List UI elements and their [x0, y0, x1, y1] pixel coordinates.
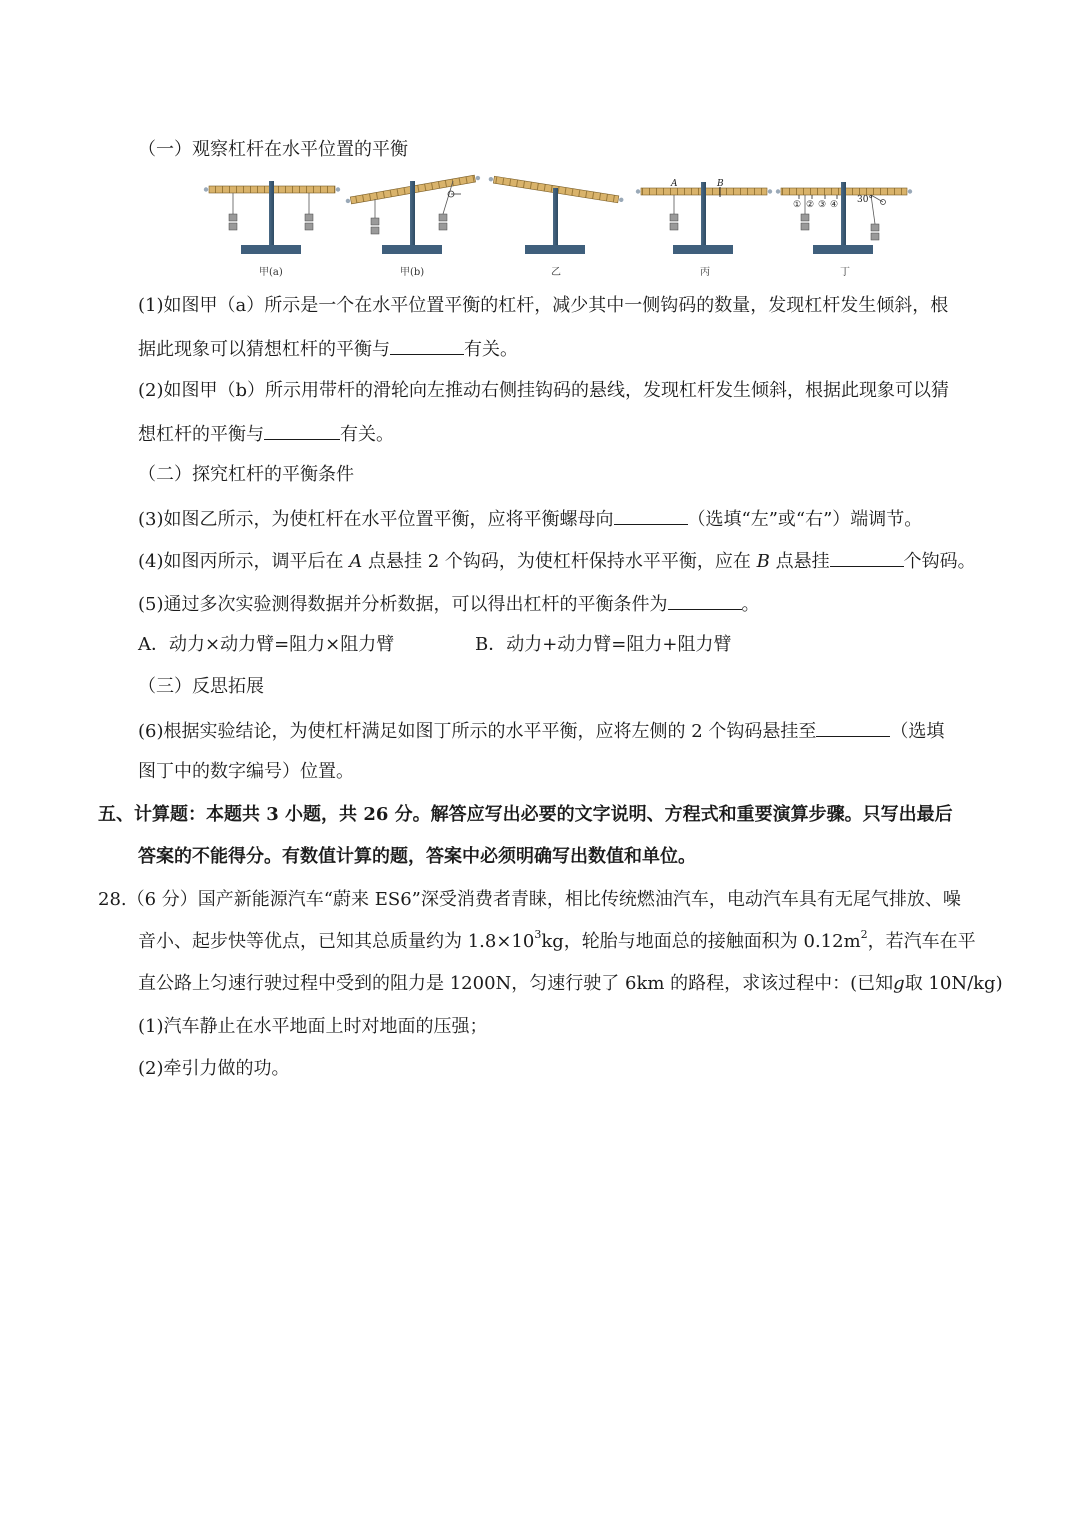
q1-line2-pre: 据此现象可以猜想杠杆的平衡与 — [138, 339, 390, 360]
q5-pre: (5)通过多次实验测得数据并分析数据，可以得出杠杆的平衡条件为 — [138, 594, 668, 615]
position-2: ② — [806, 200, 815, 210]
q1-line2-post: 有关。 — [464, 339, 518, 360]
q28-sub1: (1)汽车静止在水平地面上时对地面的压强； — [138, 1016, 488, 1037]
q5-post: 。 — [741, 594, 760, 615]
position-4: ④ — [830, 200, 839, 210]
q3-post: （选填“左”或“右”）端调节。 — [687, 509, 923, 530]
q28-sub2: (2)牵引力做的功。 — [138, 1058, 290, 1079]
q3-line — [138, 506, 922, 532]
figure-jia-b — [345, 174, 481, 278]
option-a[interactable]: A．动力×动力臂=阻力×阻力臂 — [138, 634, 395, 655]
q28-line2 — [138, 930, 976, 954]
q4-post: 个钩码。 — [903, 551, 976, 572]
q6-line1-post: （选填 — [890, 721, 945, 742]
q4-mid2: 点悬挂 — [775, 551, 830, 572]
figure-ding — [776, 182, 912, 278]
q2-line2 — [138, 421, 394, 447]
position-1: ① — [793, 200, 802, 210]
q4-pre: (4)如图丙所示，调平后在 — [138, 551, 344, 572]
q6-blank[interactable] — [816, 718, 890, 737]
q28-mass-exponent: 3 — [534, 928, 542, 941]
q4-blank[interactable] — [830, 548, 904, 567]
lever-figures — [195, 168, 925, 283]
q2-blank[interactable] — [264, 421, 340, 440]
caption-ding: 丁 — [840, 267, 850, 278]
q28-line1: 28.（6 分）国产新能源汽车“蔚来 ES6”深受消费者青睐，相比传统燃油汽车，电动汽车具有无尾气排放、噪 — [98, 889, 961, 910]
q4-mid: 点悬挂 2 个钩码，为使杠杆保持水平平衡，应在 — [367, 551, 751, 572]
q4-point-a: A — [349, 551, 363, 572]
caption-bing: 丙 — [700, 267, 710, 278]
q4-point-b: B — [756, 551, 770, 572]
q28-line3-pre: 直公路上匀速行驶过程中受到的阻力是 1200N，匀速行驶了 6km 的路程，求该过程中：(已知 — [138, 973, 894, 994]
label-point-b: B — [717, 179, 724, 189]
q2-line2-post: 有关。 — [340, 424, 394, 445]
q28-g-symbol: g — [893, 973, 905, 994]
q28-area-exponent: 2 — [860, 928, 868, 941]
q5-blank[interactable] — [668, 591, 742, 610]
caption-yi: 乙 — [551, 267, 561, 278]
caption-jia-a: 甲(a) — [259, 267, 283, 278]
q2-line2-pre: 想杠杆的平衡与 — [138, 424, 264, 445]
figure-jia-a — [204, 181, 340, 278]
section1-title: （一）观察杠杆在水平位置的平衡 — [138, 139, 408, 160]
q2-line1: (2)如图甲（b）所示用带杆的滑轮向左推动右侧挂钩码的悬线，发现杠杆发生倾斜，根据此现象可以猜 — [138, 380, 950, 401]
option-b[interactable]: B．动力+动力臂=阻力+阻力臂 — [475, 634, 732, 655]
part5-instructions-line1: 五、计算题：本题共 3 小题，共 26 分。解答应写出必要的文字说明、方程式和重要演算步骤。只写出最后 — [98, 804, 953, 825]
section2-title: （二）探究杠杆的平衡条件 — [138, 464, 354, 485]
q6-line1 — [138, 718, 944, 744]
q28-line3 — [138, 972, 1003, 996]
label-angle: 30° — [857, 195, 873, 205]
q4-line — [138, 548, 976, 574]
figure-yi — [488, 175, 624, 278]
q6-line1-pre: (6)根据实验结论，为使杠杆满足如图丁所示的水平平衡，应将左侧的 2 个钩码悬挂至 — [138, 721, 817, 742]
q6-line2: 图丁中的数字编号）位置。 — [138, 761, 354, 782]
q28-line2-mid: kg，轮胎与地面总的接触面积为 0.12m — [541, 931, 861, 952]
q28-line2-pre: 音小、起步快等优点，已知其总质量约为 1.8×10 — [138, 931, 535, 952]
position-3: ③ — [818, 200, 827, 210]
q1-blank[interactable] — [390, 336, 464, 355]
q28-line3-post: 取 10N/kg) — [904, 973, 1003, 994]
q3-blank[interactable] — [614, 506, 688, 525]
q3-pre: (3)如图乙所示，为使杠杆在水平位置平衡，应将平衡螺母向 — [138, 509, 614, 530]
label-point-a: A — [671, 179, 678, 189]
q1-line1: (1)如图甲（a）所示是一个在水平位置平衡的杠杆，减少其中一侧钩码的数量，发现杠杆发生倾斜，根 — [138, 295, 949, 316]
q28-line2-post: ，若汽车在平 — [867, 931, 976, 952]
figure-bing — [636, 179, 772, 278]
caption-jia-b: 甲(b) — [400, 267, 425, 278]
q5-line — [138, 591, 760, 617]
section3-title: （三）反思拓展 — [138, 676, 264, 697]
q1-line2 — [138, 336, 518, 362]
part5-instructions-line2: 答案的不能得分。有数值计算的题，答案中必须明确写出数值和单位。 — [138, 846, 696, 867]
